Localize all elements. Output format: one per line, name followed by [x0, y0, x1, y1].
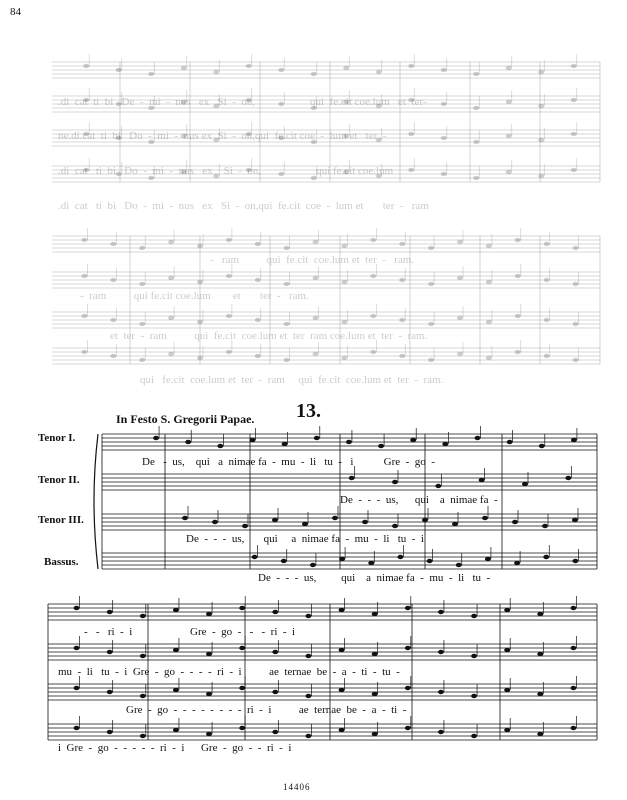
note — [339, 728, 345, 732]
voice-label-tenor-3: Tenor III. — [38, 514, 84, 526]
voice-label-bassus: Bassus. — [44, 556, 79, 568]
note — [284, 246, 290, 250]
note — [206, 612, 212, 616]
note — [457, 352, 463, 356]
note — [341, 356, 347, 360]
note — [504, 688, 510, 692]
note — [168, 316, 174, 320]
note — [110, 242, 116, 246]
note — [438, 730, 444, 734]
note — [226, 274, 232, 278]
note — [81, 350, 87, 354]
note — [504, 728, 510, 732]
note — [74, 606, 80, 610]
note — [486, 280, 492, 284]
note — [457, 316, 463, 320]
note — [81, 274, 87, 278]
note — [441, 172, 447, 176]
lyric-line-tenor-2: mu - li tu - i Gre - go - - - - ri - i ae ternae be - a - ti - tu - — [58, 666, 400, 678]
note — [74, 686, 80, 690]
note — [441, 102, 447, 106]
note — [506, 100, 512, 104]
faded-lyric: et ter - ram qui fe.cit coe.lum et ter ram coe.lum et ter - ram. — [110, 330, 428, 342]
note — [572, 559, 578, 563]
note — [399, 318, 405, 322]
note — [116, 68, 122, 72]
note — [538, 138, 544, 142]
note — [507, 440, 513, 444]
note — [539, 444, 545, 448]
note — [305, 614, 311, 618]
note — [140, 734, 146, 738]
note — [514, 561, 520, 565]
note — [246, 64, 252, 68]
note — [313, 276, 319, 280]
staff — [48, 604, 597, 620]
faded-lyric: - ram qui fe.cit coe.lum et ter - ram. — [80, 290, 309, 302]
note — [475, 436, 481, 440]
note — [573, 246, 579, 250]
note — [107, 650, 113, 654]
faded-lyric: - ram qui fe.cit coe.lum et ter - ram. — [210, 254, 415, 266]
note — [408, 168, 414, 172]
note — [473, 72, 479, 76]
note — [346, 440, 352, 444]
note — [438, 650, 444, 654]
note — [343, 66, 349, 70]
note — [313, 240, 319, 244]
note — [239, 646, 245, 650]
note — [206, 732, 212, 736]
staff — [48, 724, 597, 740]
note — [405, 686, 411, 690]
note — [441, 136, 447, 140]
staff — [48, 644, 597, 660]
note — [107, 690, 113, 694]
note — [537, 612, 543, 616]
note — [427, 559, 433, 563]
note — [544, 354, 550, 358]
note — [405, 726, 411, 730]
page-number: 84 — [10, 6, 21, 18]
note — [512, 520, 518, 524]
note — [506, 66, 512, 70]
note — [392, 524, 398, 528]
note — [571, 98, 577, 102]
note — [139, 246, 145, 250]
note — [473, 176, 479, 180]
note — [452, 522, 458, 526]
piece-title: In Festo S. Gregorii Papae. — [116, 412, 255, 426]
note — [168, 240, 174, 244]
note — [471, 614, 477, 618]
note — [504, 608, 510, 612]
note — [341, 244, 347, 248]
note — [168, 276, 174, 280]
note — [456, 563, 462, 567]
staff — [102, 514, 597, 530]
note — [213, 70, 219, 74]
note — [544, 278, 550, 282]
note — [428, 322, 434, 326]
note — [542, 524, 548, 528]
note — [397, 555, 403, 559]
note — [471, 694, 477, 698]
note — [428, 246, 434, 250]
note — [255, 354, 261, 358]
note — [173, 688, 179, 692]
note — [139, 358, 145, 362]
note — [486, 356, 492, 360]
faded-lyric: qui fe.cit coe.lum et ter - ram qui fe.cit coe.lum et ter - ram. — [140, 374, 444, 386]
note — [485, 557, 491, 561]
note — [570, 686, 576, 690]
note — [284, 282, 290, 286]
note — [226, 238, 232, 242]
note — [314, 436, 320, 440]
note — [242, 524, 248, 528]
note — [572, 518, 578, 522]
note — [284, 358, 290, 362]
note — [181, 66, 187, 70]
note — [148, 72, 154, 76]
note — [370, 274, 376, 278]
note — [457, 276, 463, 280]
note — [255, 242, 261, 246]
note — [272, 610, 278, 614]
note — [543, 555, 549, 559]
note — [212, 520, 218, 524]
note — [370, 238, 376, 242]
note — [81, 314, 87, 318]
lyric-line-bassus: i Gre - go - - - - - ri - i Gre - go - - ri - i — [58, 742, 292, 754]
note — [506, 134, 512, 138]
note — [310, 563, 316, 567]
note — [399, 242, 405, 246]
note — [107, 610, 113, 614]
note — [239, 686, 245, 690]
note — [544, 242, 550, 246]
note — [573, 282, 579, 286]
note — [399, 278, 405, 282]
note — [313, 316, 319, 320]
faded-lyric: ne.di.cat ti bi Do - mi - nus ex Si - on,qui fe.cit coe - lum et ter - — [58, 130, 387, 142]
note — [339, 608, 345, 612]
lyric-line-tenor-3: De - - - us, qui a nimae fa - mu - li tu - i — [186, 533, 424, 545]
note — [372, 652, 378, 656]
note — [185, 440, 191, 444]
note — [435, 484, 441, 488]
note — [392, 480, 398, 484]
note — [471, 654, 477, 658]
note — [471, 734, 477, 738]
note — [410, 438, 416, 442]
note — [313, 352, 319, 356]
note — [479, 478, 485, 482]
voice-label-tenor-1: Tenor I. — [38, 432, 76, 444]
note — [239, 606, 245, 610]
note — [370, 350, 376, 354]
staff — [102, 553, 597, 569]
note — [140, 694, 146, 698]
note — [278, 68, 284, 72]
note — [173, 608, 179, 612]
note — [140, 654, 146, 658]
note — [255, 318, 261, 322]
note — [504, 648, 510, 652]
faded-staff — [52, 62, 600, 78]
note — [405, 606, 411, 610]
voice-label-tenor-2: Tenor II. — [38, 474, 80, 486]
note — [571, 438, 577, 442]
note — [428, 282, 434, 286]
note — [515, 314, 521, 318]
note — [457, 240, 463, 244]
note — [515, 274, 521, 278]
note — [74, 726, 80, 730]
note — [428, 358, 434, 362]
note — [522, 482, 528, 486]
note — [537, 732, 543, 736]
note — [272, 690, 278, 694]
note — [538, 104, 544, 108]
note — [281, 559, 287, 563]
lyric-line-tenor-2: De - - - us, qui a nimae fa - — [340, 494, 498, 506]
note — [570, 726, 576, 730]
staff — [102, 474, 597, 490]
note — [282, 442, 288, 446]
note — [339, 648, 345, 652]
note — [110, 354, 116, 358]
note — [139, 322, 145, 326]
note — [173, 648, 179, 652]
note — [239, 726, 245, 730]
note — [311, 72, 317, 76]
piece-number: 13. — [296, 400, 321, 422]
note — [252, 555, 258, 559]
note — [399, 354, 405, 358]
note — [538, 174, 544, 178]
note — [217, 444, 223, 448]
note — [83, 64, 89, 68]
note — [408, 64, 414, 68]
note — [272, 518, 278, 522]
note — [272, 650, 278, 654]
note — [332, 516, 338, 520]
faded-lyric: .di cat ti bi De - mi - nus ex Si - on, qui fe.cit coe.lum et ter- — [58, 96, 427, 108]
lyric-line-tenor-1: - - ri - i Gre - go - - - ri - i — [84, 626, 296, 638]
note — [226, 350, 232, 354]
note — [305, 654, 311, 658]
faded-lyric: .di cat ti bi Do - mi - nus ex Si - on,qui fe.cit coe - lum et ter - ram — [58, 200, 429, 212]
note — [284, 322, 290, 326]
note — [110, 278, 116, 282]
note — [153, 436, 159, 440]
note — [537, 652, 543, 656]
note — [139, 282, 145, 286]
note — [349, 476, 355, 480]
lyric-line-tenor-1: De - us, qui a nimae fa - mu - li tu - i Gre - go - — [142, 456, 435, 468]
note — [486, 320, 492, 324]
note — [506, 170, 512, 174]
staff — [48, 684, 597, 700]
note — [168, 352, 174, 356]
note — [372, 692, 378, 696]
note — [362, 520, 368, 524]
note — [107, 730, 113, 734]
note — [341, 320, 347, 324]
note — [302, 522, 308, 526]
note — [408, 132, 414, 136]
note — [272, 730, 278, 734]
note — [573, 322, 579, 326]
note — [537, 692, 543, 696]
note — [438, 690, 444, 694]
note — [372, 612, 378, 616]
note — [515, 350, 521, 354]
system-brace — [94, 434, 98, 569]
note — [515, 238, 521, 242]
note — [378, 444, 384, 448]
note — [573, 358, 579, 362]
note — [305, 734, 311, 738]
note — [442, 442, 448, 446]
note — [473, 140, 479, 144]
note — [206, 692, 212, 696]
note — [376, 70, 382, 74]
lyric-line-tenor-3: Gre - go - - - - - - - - ri - i ae ternae be - a - ti - — [126, 704, 407, 716]
note — [372, 732, 378, 736]
note — [173, 728, 179, 732]
note — [305, 694, 311, 698]
note — [368, 561, 374, 565]
note — [182, 516, 188, 520]
note — [473, 106, 479, 110]
note — [544, 318, 550, 322]
note — [206, 652, 212, 656]
note — [538, 70, 544, 74]
note — [570, 646, 576, 650]
note — [405, 646, 411, 650]
note — [341, 280, 347, 284]
note — [570, 606, 576, 610]
plate-number: 14406 — [283, 782, 311, 792]
note — [81, 238, 87, 242]
note — [370, 314, 376, 318]
note — [140, 614, 146, 618]
note — [571, 132, 577, 136]
note — [441, 68, 447, 72]
note — [571, 64, 577, 68]
note — [226, 314, 232, 318]
note — [74, 646, 80, 650]
note — [339, 688, 345, 692]
faded-lyric: .di cat ti bi Do - mi - nus ex Si - on, qui fe.cit coe.lum — [58, 165, 394, 177]
note — [110, 318, 116, 322]
note — [255, 278, 261, 282]
note — [571, 168, 577, 172]
note — [438, 610, 444, 614]
note — [565, 476, 571, 480]
note — [482, 516, 488, 520]
note — [486, 244, 492, 248]
lyric-line-bassus: De - - - us, qui a nimae fa - mu - li tu - — [258, 572, 491, 584]
